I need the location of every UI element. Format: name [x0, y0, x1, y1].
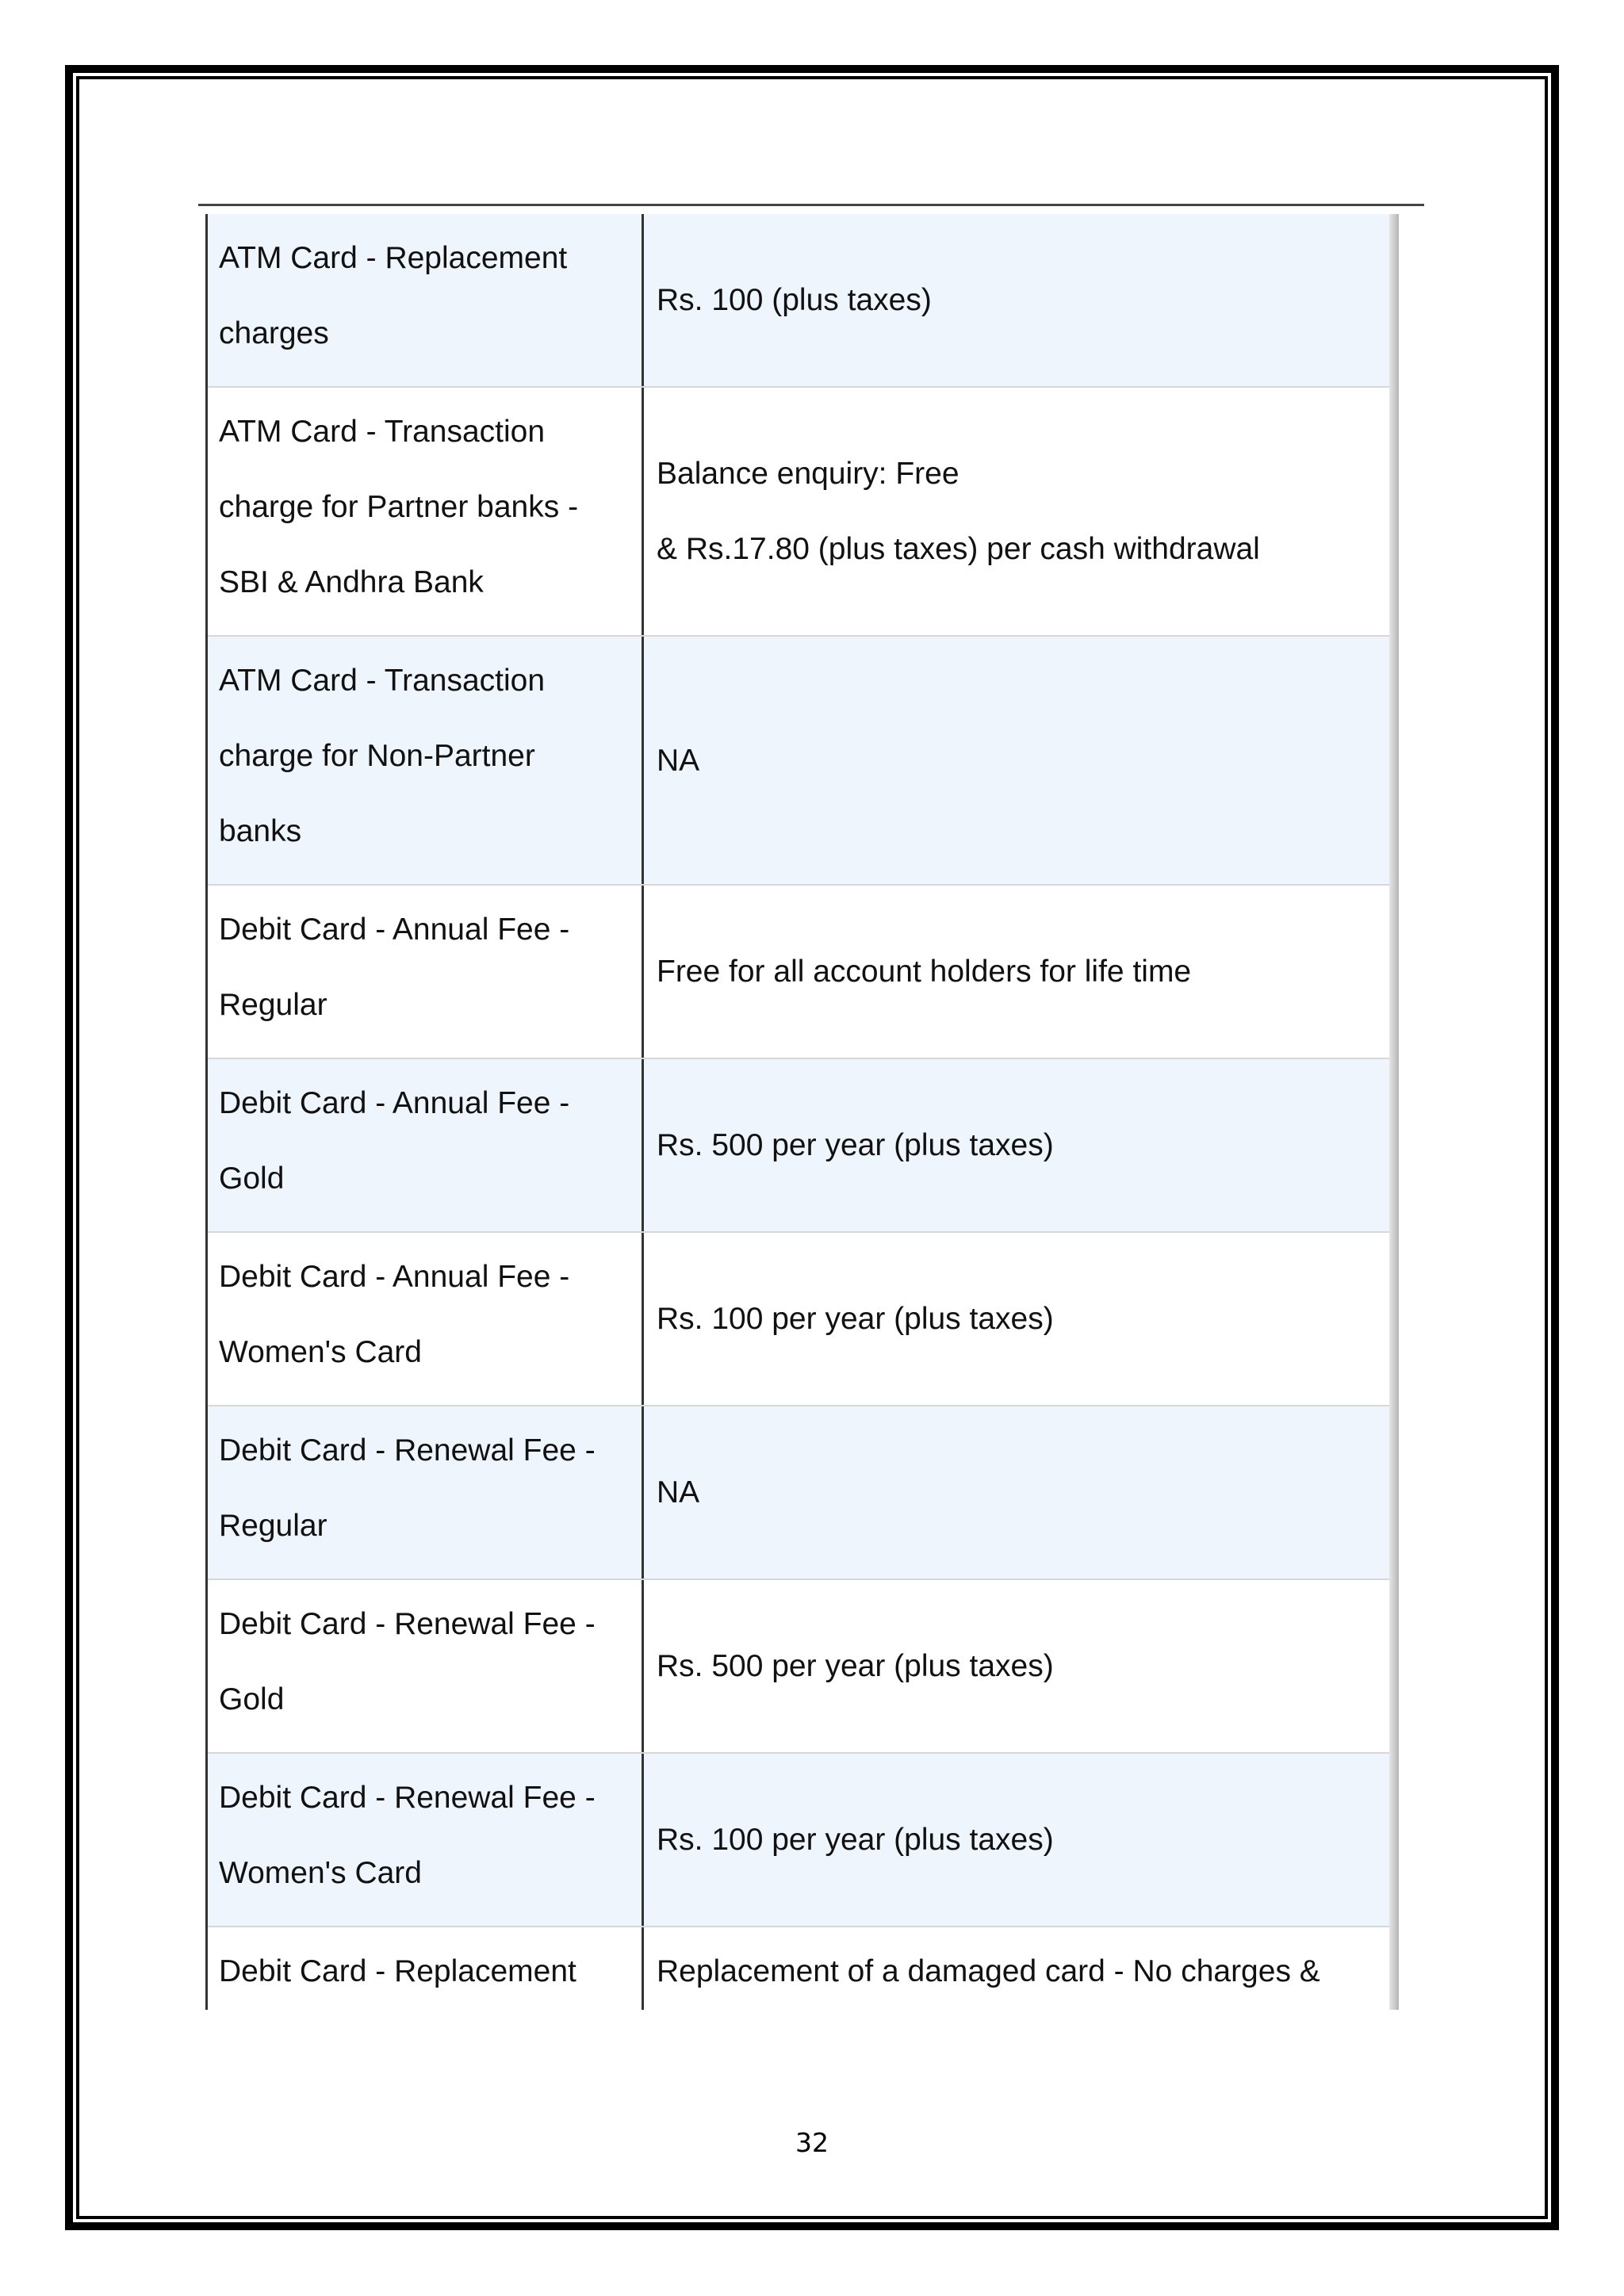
fee-value: NA — [657, 743, 700, 778]
header-rule — [198, 204, 1424, 206]
fee-description: Debit Card - Annual Fee - Women's Card — [208, 1233, 644, 1405]
fee-description: ATM Card - Replacement charges — [208, 214, 644, 386]
fee-description: Debit Card - Annual Fee - Regular — [208, 886, 644, 1058]
table-row — [208, 214, 1399, 388]
table-row — [208, 637, 1399, 886]
fee-value: Replacement of a damaged card - No charges & — [657, 1954, 1320, 1988]
fee-value: Rs. 100 per year (plus taxes) — [657, 1302, 1054, 1336]
fee-value: Rs. 500 per year (plus taxes) — [657, 1649, 1054, 1683]
fee-value: Balance enquiry: Free & Rs.17.80 (plus taxes) per cash withdrawal — [657, 457, 1260, 566]
fee-value: Rs. 100 (plus taxes) — [657, 283, 932, 317]
fee-value: NA — [657, 1475, 700, 1510]
fee-description: Debit Card - Renewal Fee - Women's Card — [208, 1754, 644, 1926]
table-row — [208, 1754, 1399, 1927]
fee-description: Debit Card - Renewal Fee - Gold — [208, 1580, 644, 1752]
fee-description: Debit Card - Renewal Fee - Regular — [208, 1406, 644, 1578]
fee-description: ATM Card - Transaction charge for Partner banks - SBI & Andhra Bank — [208, 388, 644, 635]
table-row — [208, 388, 1399, 637]
table-row — [208, 1580, 1399, 1754]
table-row — [208, 1233, 1399, 1406]
fee-description: Debit Card - Replacement — [208, 1927, 644, 2010]
table-row — [208, 1059, 1399, 1233]
fee-description: ATM Card - Transaction charge for Non-Partner banks — [208, 637, 644, 884]
page-number: 32 — [795, 2127, 829, 2158]
fee-value: Rs. 500 per year (plus taxes) — [657, 1128, 1054, 1162]
table-row — [208, 886, 1399, 1059]
fee-description: Debit Card - Annual Fee - Gold — [208, 1059, 644, 1231]
table-row — [208, 1406, 1399, 1580]
fee-value: Rs. 100 per year (plus taxes) — [657, 1823, 1054, 1857]
fee-table — [205, 214, 1399, 2010]
table-row — [208, 1927, 1399, 2010]
fee-value: Free for all account holders for life time — [657, 955, 1192, 989]
